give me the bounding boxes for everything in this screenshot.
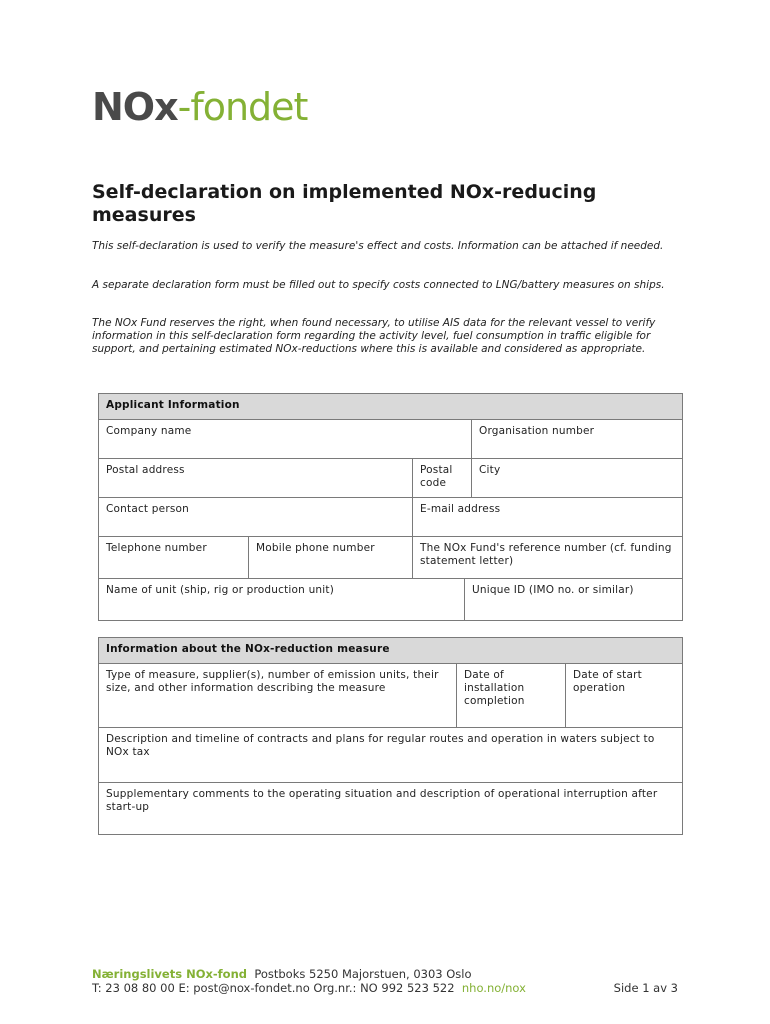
nox-fondet-logo xyxy=(92,84,307,130)
measure-info-heading: Information about the NOx-reduction measure xyxy=(99,638,683,664)
postal-code-field[interactable]: Postal code xyxy=(413,459,472,498)
footer-address: Postboks 5250 Majorstuen, 0303 Oslo xyxy=(254,967,472,981)
page-title: Self-declaration on implemented NOx-reducing measures xyxy=(92,181,597,226)
applicant-info-table xyxy=(98,393,683,621)
supplementary-comments-field[interactable]: Supplementary comments to the operating situation and description of operational interruption after start-up xyxy=(99,783,683,835)
intro-paragraph-2: A separate declaration form must be filled out to specify costs connected to LNG/battery measures on ships. xyxy=(92,279,665,291)
email-field[interactable]: E-mail address xyxy=(413,498,683,537)
city-field[interactable]: City xyxy=(472,459,683,498)
page-number: Side 1 av 3 xyxy=(613,981,678,995)
footer-website-link[interactable]: nho.no/nox xyxy=(461,981,526,995)
logo-nox-text: NOx xyxy=(92,85,178,129)
contracts-description-field[interactable]: Description and timeline of contracts and plans for regular routes and operation in waters subject to NOx tax xyxy=(99,728,683,783)
footer-contact-details: T: 23 08 80 00 E: post@nox-fondet.no Org.nr.: NO 992 523 522 xyxy=(92,981,455,995)
mobile-phone-field[interactable]: Mobile phone number xyxy=(249,537,413,579)
footer-contact-block xyxy=(92,967,526,995)
intro-paragraph-3: The NOx Fund reserves the right, when found necessary, to utilise AIS data for the relevant vessel to verify information in this self-declaration form regarding the activity level, fuel consumption in traffic eligible for support, and pertaining estimated NOx-reductions where this is available and considered as appropriate. xyxy=(92,317,656,355)
applicant-info-heading: Applicant Information xyxy=(99,394,683,420)
unique-id-field[interactable]: Unique ID (IMO no. or similar) xyxy=(465,579,683,621)
footer-line-1 xyxy=(92,967,526,981)
start-operation-date-field[interactable]: Date of start operation xyxy=(566,664,683,728)
telephone-field[interactable]: Telephone number xyxy=(99,537,249,579)
intro-paragraph-1: This self-declaration is used to verify the measure's effect and costs. Information can be attached if needed. xyxy=(92,240,664,252)
measure-info-table xyxy=(98,637,683,835)
logo-fondet-text: -fondet xyxy=(177,85,308,129)
footer-org-name: Næringslivets NOx-fond xyxy=(92,967,247,981)
installation-date-field[interactable]: Date of installation completion xyxy=(457,664,566,728)
postal-address-field[interactable]: Postal address xyxy=(99,459,413,498)
organisation-number-field[interactable]: Organisation number xyxy=(472,420,683,459)
footer-line-2 xyxy=(92,981,526,995)
type-of-measure-field[interactable]: Type of measure, supplier(s), number of emission units, their size, and other information describing the measure xyxy=(99,664,457,728)
company-name-field[interactable]: Company name xyxy=(99,420,472,459)
contact-person-field[interactable]: Contact person xyxy=(99,498,413,537)
reference-number-field[interactable]: The NOx Fund's reference number (cf. funding statement letter) xyxy=(413,537,683,579)
unit-name-field[interactable]: Name of unit (ship, rig or production unit) xyxy=(99,579,465,621)
